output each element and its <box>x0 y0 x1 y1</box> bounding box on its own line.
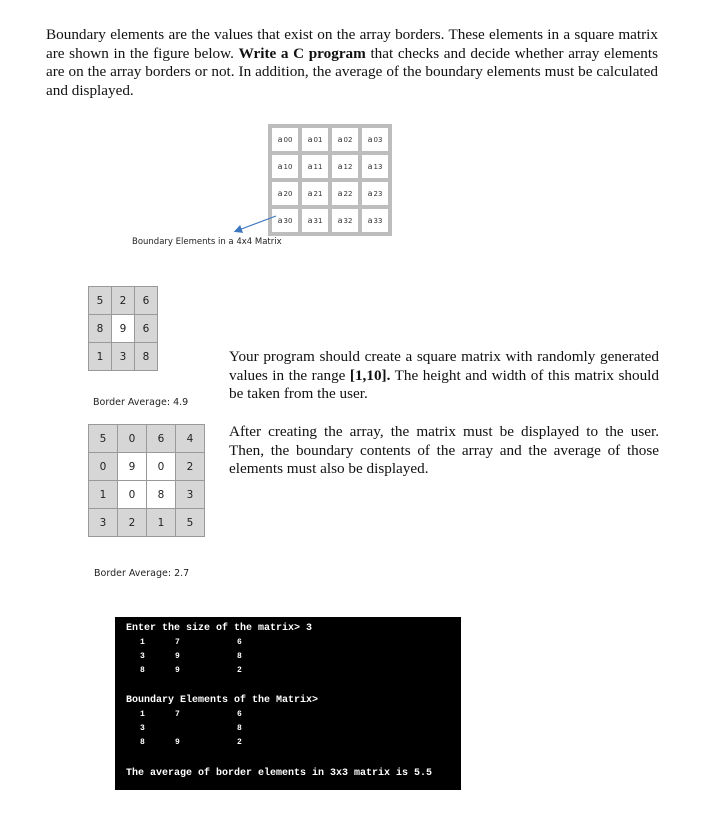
console-result: The average of border elements in 3x3 matrix is 5.5 <box>126 768 433 779</box>
example-matrix-4x4 <box>88 424 205 537</box>
example1-border-cell: 2 <box>112 287 135 315</box>
console-matrix-value: 6 <box>237 638 242 647</box>
para1-text-2: The height and width of this matrix should be taken from the user. <box>229 366 659 403</box>
boundary-grid-cell-index: 21 <box>313 189 323 198</box>
console-matrix-value: 7 <box>175 638 180 647</box>
example1-border-cell: 1 <box>89 343 112 371</box>
boundary-grid-cell: a 21 <box>302 182 328 205</box>
example2-border-cell: 2 <box>118 509 147 537</box>
boundary-grid-cell-index: 20 <box>283 189 293 198</box>
boundary-grid-cell-index: 00 <box>283 135 293 144</box>
example2-border-cell: 3 <box>176 481 205 509</box>
example2-border-cell: 0 <box>89 453 118 481</box>
para1-bold-range: [1,10]. <box>349 366 391 384</box>
console-boundary-value: 8 <box>140 738 145 747</box>
example2-border-cell: 2 <box>176 453 205 481</box>
example2-inner-cell: 9 <box>118 453 147 481</box>
boundary-grid-cell-index: 31 <box>313 216 323 225</box>
example2-inner-cell: 0 <box>118 481 147 509</box>
intro-bold: Write a C program <box>238 44 366 62</box>
example1-inner-cell: 9 <box>112 315 135 343</box>
instructions-paragraph-1 <box>229 348 659 404</box>
boundary-grid-cell: a 13 <box>362 155 388 178</box>
boundary-grid-cell-index: 13 <box>373 162 383 171</box>
boundary-grid-cell: a 10 <box>272 155 298 178</box>
boundary-grid-cell: a 03 <box>362 128 388 151</box>
boundary-grid-cell: a 33 <box>362 209 388 232</box>
boundary-grid-cell-index: 01 <box>313 135 323 144</box>
example1-border-cell: 6 <box>135 315 158 343</box>
boundary-grid-cell-index: 12 <box>343 162 353 171</box>
example1-row <box>89 343 158 371</box>
example2-border-cell: 4 <box>176 425 205 453</box>
example1-border-cell: 5 <box>89 287 112 315</box>
example1-border-cell: 3 <box>112 343 135 371</box>
boundary-grid-cell: a 20 <box>272 182 298 205</box>
boundary-grid-cell: a 23 <box>362 182 388 205</box>
boundary-grid-cell: a 11 <box>302 155 328 178</box>
example2-inner-cell: 0 <box>147 453 176 481</box>
console-boundary-value: 9 <box>175 738 180 747</box>
example2-row <box>89 425 205 453</box>
boundary-elements-grid <box>268 124 392 236</box>
boundary-grid-cell-index: 02 <box>343 135 353 144</box>
example1-border-cell: 8 <box>89 315 112 343</box>
boundary-grid-cell: a 30 <box>272 209 298 232</box>
console-matrix-value: 9 <box>175 666 180 675</box>
console-boundary-value: 2 <box>237 738 242 747</box>
console-boundary-value: 3 <box>140 724 145 733</box>
boundary-grid-cell-index: 23 <box>373 189 383 198</box>
example1-row <box>89 315 158 343</box>
console-matrix-value: 9 <box>175 652 180 661</box>
boundary-grid-cell-index: 30 <box>283 216 293 225</box>
example1-border-cell: 6 <box>135 287 158 315</box>
console-boundary-value: 6 <box>237 710 242 719</box>
console-matrix-value: 8 <box>140 666 145 675</box>
example2-border-cell: 3 <box>89 509 118 537</box>
boundary-grid-cell: a 12 <box>332 155 358 178</box>
console-matrix-value: 1 <box>140 638 145 647</box>
example1-row <box>89 287 158 315</box>
caption-arrow-icon <box>226 214 286 236</box>
console-boundary-value: 8 <box>237 724 242 733</box>
boundary-grid-cell-index: 03 <box>373 135 383 144</box>
instructions-paragraph-2: After creating the array, the matrix must be displayed to the user. Then, the boundary contents of the array and the average of those elements must also be displayed. <box>229 423 659 478</box>
console-boundary-title: Boundary Elements of the Matrix> <box>126 695 319 706</box>
boundary-grid-cell: a 00 <box>272 128 298 151</box>
para1-text-1: Your program should create a square matrix with randomly generated values in the range <box>229 348 659 384</box>
example1-border-average: Border Average: 4.9 <box>93 397 189 408</box>
example2-border-average: Border Average: 2.7 <box>94 568 190 579</box>
intro-text-1: Boundary elements are the values that exist on the array borders. These elements in a square matrix are shown in the figure below. <box>46 26 658 62</box>
console-boundary-value: 7 <box>175 710 180 719</box>
example2-inner-cell: 8 <box>147 481 176 509</box>
boundary-grid-cell: a 31 <box>302 209 328 232</box>
console-output <box>115 617 461 790</box>
example2-border-cell: 1 <box>89 481 118 509</box>
example2-row <box>89 481 205 509</box>
example2-border-cell: 5 <box>89 425 118 453</box>
example2-border-cell: 6 <box>147 425 176 453</box>
boundary-grid-cell-index: 22 <box>343 189 353 198</box>
example1-border-cell: 8 <box>135 343 158 371</box>
boundary-grid-cell: a 22 <box>332 182 358 205</box>
console-prompt: Enter the size of the matrix> 3 <box>126 623 313 634</box>
boundary-grid-cell-index: 32 <box>343 216 353 225</box>
example-matrix-3x3 <box>88 286 158 371</box>
example2-border-cell: 1 <box>147 509 176 537</box>
boundary-grid-cell-index: 33 <box>373 216 383 225</box>
boundary-grid-cell: a 32 <box>332 209 358 232</box>
boundary-grid-cell-index: 10 <box>283 162 293 171</box>
intro-text-2: that checks and decide whether array elements are on the array borders or not. In addition, the average of the boundary elements must be calculated and displayed. <box>46 44 658 99</box>
boundary-grid-cell-index: 11 <box>313 162 323 171</box>
console-matrix-value: 8 <box>237 652 242 661</box>
example2-border-cell: 0 <box>118 425 147 453</box>
console-boundary-value: 1 <box>140 710 145 719</box>
console-matrix-value: 2 <box>237 666 242 675</box>
boundary-grid-cell: a 02 <box>332 128 358 151</box>
boundary-figure-caption: Boundary Elements in a 4x4 Matrix <box>132 237 282 247</box>
boundary-grid-cell: a 01 <box>302 128 328 151</box>
console-matrix-value: 3 <box>140 652 145 661</box>
example2-row <box>89 509 205 537</box>
intro-paragraph <box>46 26 658 100</box>
example2-border-cell: 5 <box>176 509 205 537</box>
example2-row <box>89 453 205 481</box>
